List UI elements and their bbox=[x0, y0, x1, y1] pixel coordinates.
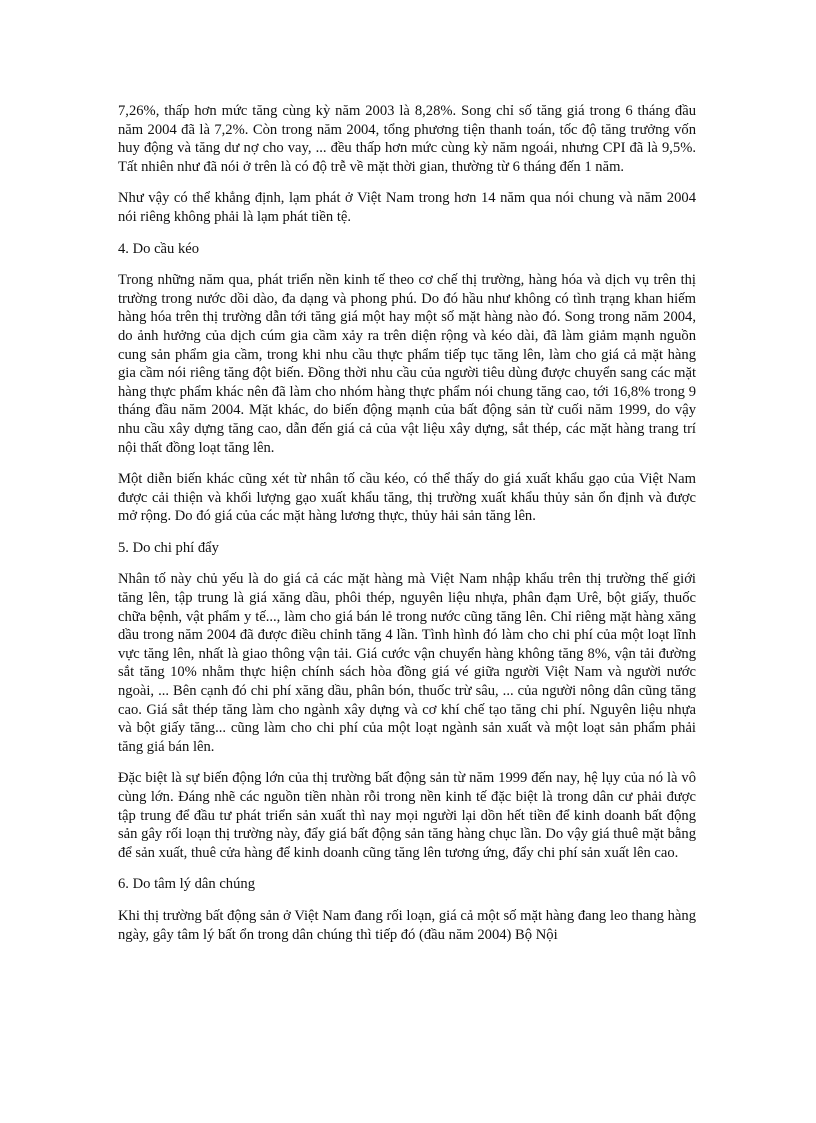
section-heading-public-sentiment: 6. Do tâm lý dân chúng bbox=[118, 876, 255, 893]
paragraph-conclusion-inflation: Như vậy có thể khẳng định, lạm phát ở Việt Nam trong hơn 14 năm qua nói chung và năm 2004 nói riêng không phải là lạm phát tiền tệ. bbox=[118, 190, 696, 225]
paragraph-monetary-figures: 7,26%, thấp hơn mức tăng cùng kỳ năm 2003 là 8,28%. Song chỉ số tăng giá trong 6 tháng đầu năm 2004 đã là 7,2%. Còn trong năm 2004, tổng phương tiện thanh toán, tốc độ tăng trưởng vốn huy động và tăng dư nợ cho vay, ... đều thấp hơn mức cùng kỳ năm ngoái, nhưng CPI đã là 9,5%. Tất nhiên như đã nói ở trên là có độ trễ về mặt thời gian, thường từ 6 tháng đến 1 năm. bbox=[118, 103, 696, 175]
paragraph-demand-pull: Trong những năm qua, phát triển nền kinh tế theo cơ chế thị trường, hàng hóa và dịch vụ trên thị trường trong nước dồi dào, đa dạng và phong phú. Do đó hầu như không có tình trạng khan hiếm hàng hóa trên thị trường dẫn tới tăng giá một hay một số mặt hàng nào đó. Song trong năm 2004, do ảnh hưởng của dịch cúm gia cầm xảy ra trên diện rộng và kéo dài, đã làm giảm mạnh nguồn cung sản phẩm gia cầm, trong khi nhu cầu thực phẩm tiếp tục tăng lên, làm cho giá cả mặt hàng gia cầm nói riêng tăng đột biến. Đồng thời nhu cầu của người tiêu dùng được chuyển sang các mặt hàng thực phẩm khác nên đã làm cho nhóm hàng thực phẩm nói chung tăng cao, tới 16,8% trong 9 tháng đầu năm 2004. Mặt khác, do biến động mạnh của bất động sản từ cuối năm 1999, do vậy nhu cầu xây dựng tăng cao, dẫn đến giá cả của vật liệu xây dựng, sắt thép, các mặt hàng trang trí nội thất đồng loạt tăng lên. bbox=[118, 272, 696, 456]
section-heading-cost-push: 5. Do chi phí đẩy bbox=[118, 539, 219, 556]
paragraph-rice-export: Một diễn biến khác cũng xét từ nhân tố cầu kéo, có thể thấy do giá xuất khẩu gạo của Việt Nam được cải thiện và khối lượng gạo xuất khẩu tăng, thị trường xuất khẩu thủy sản ổn định và được mở rộng. Do đó giá của các mặt hàng lương thực, thủy hải sản tăng lên. bbox=[118, 471, 696, 525]
paragraph-public-sentiment: Khi thị trường bất động sản ở Việt Nam đang rối loạn, giá cả một số mặt hàng đang leo thang hàng ngày, gây tâm lý bất ổn trong dân chúng thì tiếp đó (đầu năm 2004) Bộ Nội bbox=[118, 907, 696, 943]
section-heading-demand-pull: 4. Do cầu kéo bbox=[118, 240, 200, 257]
document-body bbox=[118, 102, 696, 957]
paragraph-cost-push: Nhân tố này chủ yếu là do giá cả các mặt hàng mà Việt Nam nhập khẩu trên thị trường thế giới tăng lên, tập trung là giá xăng dầu, phôi thép, nguyên liệu nhựa, phân đạm Urê, bột giấy, thuốc chữa bệnh, vật phẩm y tế..., làm cho giá bán lẻ trong nước cũng tăng lên. Chỉ riêng mặt hàng xăng dầu trong năm 2004 đã được điều chỉnh tăng 4 lần. Tình hình đó làm cho chi phí của một loạt lĩnh vực tăng lên, nhất là giao thông vận tải. Giá cước vận chuyển hàng không tăng 8%, vận tải đường sắt tăng 10% nhằm thực hiện chính sách hòa đồng giá vé giữa người Việt Nam và người nước ngoài, ... Bên cạnh đó chi phí xăng dầu, phân bón, thuốc trừ sâu, ... của người nông dân cũng tăng cao. Giá sắt thép tăng làm cho ngành xây dựng và cơ khí chế tạo tăng chi phí. Nguyên liệu nhựa và bột giấy tăng... cũng làm cho chi phí của một loạt ngành sản xuất và một loạt sản phẩm phải tăng giá bán lên. bbox=[118, 571, 696, 755]
paragraph-real-estate: Đặc biệt là sự biến động lớn của thị trường bất động sản từ năm 1999 đến nay, hệ lụy của nó là vô cùng lớn. Đáng nhẽ các nguồn tiền nhàn rỗi trong nền kinh tế đặc biệt là trong dân cư phải được tập trung để đầu tư phát triển sản xuất thì nay mọi người lại dồn hết tiền để kinh doanh bất động sản gây rối loạn thị trường này, đẩy giá bất động sản tăng hàng chục lần. Do vậy giá thuê mặt bằng để sản xuất, thuê cửa hàng để kinh doanh cũng tăng lên tương ứng, đẩy chi phí sản xuất lên cao. bbox=[118, 770, 696, 861]
